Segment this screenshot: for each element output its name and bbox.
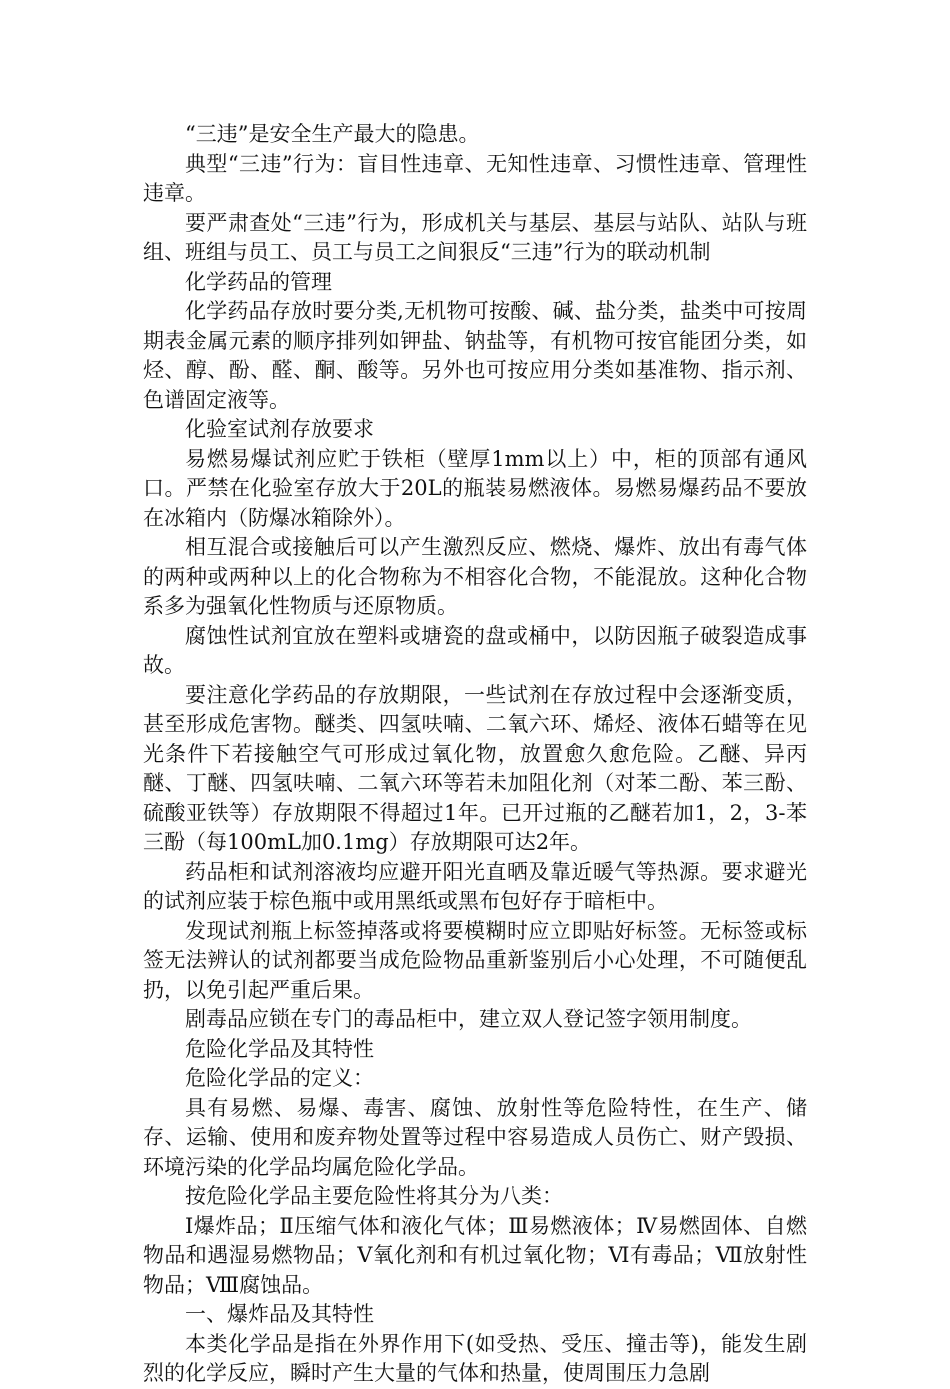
paragraph-linkage-mechanism: 要严肃查处“三违”行为，形成机关与基层、基层与站队、站队与班组、班组与员工、员工与员工之间狠反“三违”行为的联动机制: [143, 210, 807, 264]
heading-explosives: 一、爆炸品及其特性: [185, 1302, 374, 1326]
paragraph-definition-text: 具有易燃、易爆、毒害、腐蚀、放射性等危险特性，在生产、储存、运输、使用和废弃物处置等过程中容易造成人员伤亡、财产毁损、环境污染的化学品均属危险化学品。: [143, 1095, 807, 1179]
document-body: [143, 120, 807, 1389]
heading-hazardous-chemicals: 危险化学品及其特性: [185, 1036, 374, 1061]
paragraph-chemical-classification: 化学药品存放时要分类,无机物可按酸、碱、盐分类，盐类中可按周期表金属元素的顺序排列如钾盐、钠盐等，有机物可按官能团分类，如烃、醇、酚、醛、酮、酸等。另外也可按应用分类如基准物、指示剂、色谱固定液等。: [143, 299, 807, 412]
heading-eight-classes: 按危险化学品主要危险性将其分为八类：: [185, 1184, 563, 1208]
paragraph-typical-violations: 典型“三违”行为：盲目性违章、无知性违章、习惯性违章、管理性违章。: [143, 151, 807, 205]
paragraph-flammable-storage: 易燃易爆试剂应贮于铁柜（壁厚1mm以上）中，柜的顶部有通风口。严禁在化验室存放大于20L的瓶装易燃液体。易燃易爆药品不要放在冰箱内（防爆冰箱除外）。: [143, 446, 807, 530]
paragraph-sanwei-hazard: “三违”是安全生产最大的隐患。: [185, 122, 480, 146]
paragraph-incompatible-compounds: 相互混合或接触后可以产生激烈反应、燃烧、爆炸、放出有毒气体的两种或两种以上的化合物称为不相容化合物，不能混放。这种化合物系多为强氧化性物质与还原物质。: [143, 535, 807, 618]
paragraph-labeling: 发现试剂瓶上标签掉落或将要模糊时应立即贴好标签。无标签或标签无法辨认的试剂都要当成危险物品重新鉴别后小心处理，不可随便乱扔，以免引起严重后果。: [143, 918, 807, 1002]
paragraph-class-list: Ⅰ爆炸品；Ⅱ压缩气体和液化气体；Ⅲ易燃液体；Ⅳ易燃固体、自燃物品和遇湿易燃物品；Ⅴ氧化剂和有机过氧化物；Ⅵ有毒品；Ⅶ放射性物品；Ⅷ腐蚀品。: [143, 1213, 807, 1297]
paragraph-corrosive-storage: 腐蚀性试剂宜放在塑料或塘瓷的盘或桶中，以防因瓶子破裂造成事故。: [143, 623, 807, 677]
paragraph-toxic-storage: 剧毒品应锁在专门的毒品柜中，建立双人登记签字领用制度。: [185, 1007, 752, 1031]
paragraph-light-heat-avoidance: 药品柜和试剂溶液均应避开阳光直晒及靠近暖气等热源。要求避光的试剂应装于棕色瓶中或用黑纸或黑布包好存于暗柜中。: [143, 859, 807, 913]
paragraph-explosives-definition: 本类化学品是指在外界作用下(如受热、受压、撞击等)，能发生剧烈的化学反应，瞬时产生大量的气体和热量，使周围压力急剧: [143, 1331, 807, 1385]
heading-lab-storage-requirements: 化验室试剂存放要求: [185, 417, 374, 441]
heading-chemical-management: 化学药品的管理: [185, 269, 332, 294]
heading-hazardous-definition: 危险化学品的定义：: [185, 1066, 374, 1090]
paragraph-storage-period: 要注意化学药品的存放期限，一些试剂在存放过程中会逐渐变质，甚至形成危害物。醚类、四氢呋喃、二氧六环、烯烃、液体石蜡等在见光条件下若接触空气可形成过氧化物，放置愈久愈危险。乙醚、异丙醚、丁醚、四氢呋喃、二氧六环等若未加阻化剂（对苯二酚、苯三酚、硫酸亚铁等）存放期限不得超过1年。已开过瓶的乙醚若加1，2，3-苯三酚（每100mL加0.1mg）存放期限可达2年。: [143, 682, 807, 854]
